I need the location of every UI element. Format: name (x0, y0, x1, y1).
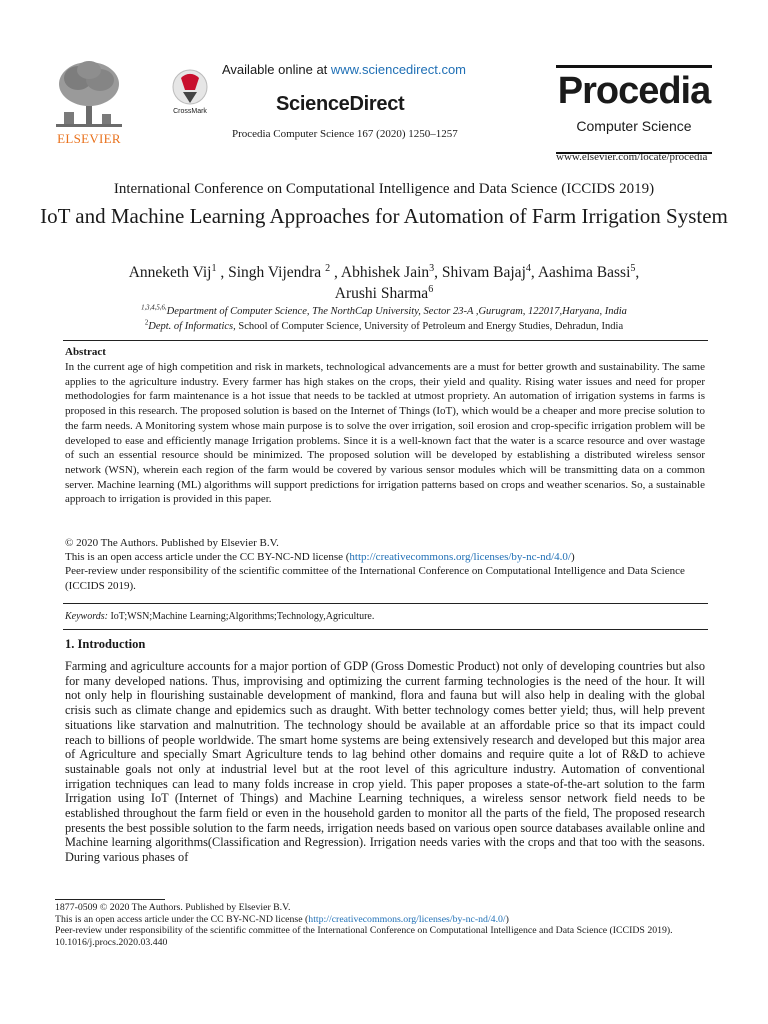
author-affiliation-mark: 4 (525, 262, 531, 274)
license-block (65, 536, 705, 593)
crossmark-icon (168, 68, 212, 108)
sciencedirect-wordmark: ScienceDirect (276, 93, 405, 115)
affiliation-2-dept: Dept. of Informatics, (148, 321, 236, 332)
journal-homepage-link[interactable]: www.elsevier.com/locate/procedia (556, 151, 708, 163)
available-online-line (222, 62, 466, 77)
author-affiliation-mark: 3 (429, 262, 435, 274)
available-online-prefix: Available online at (222, 62, 331, 77)
affiliation-2-mark: 2 (144, 319, 149, 327)
procedia-wordmark: Procedia (557, 70, 711, 112)
elsevier-wordmark: ELSEVIER (57, 131, 121, 146)
footer-open-access-line: This is an open access article under the CC BY-NC-ND license (http://creativecommons.org/licenses/by-nc-nd/4.0/) (55, 913, 509, 925)
author-name: Aashima Bassi (537, 264, 631, 281)
conference-name: International Conference on Computational Intelligence and Data Science (ICCIDS 2019) (113, 181, 655, 197)
footnote-rule (55, 899, 165, 900)
introduction-text: Farming and agriculture accounts for a major portion of GDP (Gross Domestic Product) not only of developing countries but also for many developed nations. Thus, improvising and optimizing the current farming technologies is the need of the hour. It will not only help in flourishing sustainable development of mankind, flora and fauna but will also help in dealing with the global crisis such as climate change and epidemics such as draught. With better technology comes better yield; thus, will help prevent situations like starvation and malnutrition. The technology should be available at an affordable price so that its impact could reach to billions of people worldwide. The smart home systems are being extensively research and developed but this major area of Agriculture and specially Smart Agriculture tends to lag behind other domains and require quite a lot of R&D to achieve sustainable goals not only at industrial level but at the root level of this agriculture industry. Automation of conventional irrigation techniques can lead to many folds increase in crop yield. This paper proposes a state-of-the-art solution to the farm Irrigation using IoT (Internet of Things) and Machine Learning techniques, a wireless sensor network field needs to be established throughout the farm field or even in the household garden to monitor all the parts of the field, The proposed research presents the best possible solution to the farm needs, irrigation needs based on various open source databases available online and Machine learning algorithms(Classification and Regression). Irrigation needs varies with the crops and that too with the seasons. During various phases of (65, 659, 705, 865)
procedia-logo (556, 65, 712, 154)
affiliation-2 (0, 321, 768, 332)
open-access-line: This is an open access article under the CC BY-NC-ND license (http://creativecommons.org/licenses/by-nc-nd/4.0/) (65, 551, 575, 564)
divider-intro (63, 629, 708, 630)
author-name: Abhishek Jain (340, 264, 430, 281)
keywords-line (65, 611, 374, 622)
keywords-text: IoT;WSN;Machine Learning;Algorithms;Technology,Agriculture. (107, 611, 375, 622)
paper-title: IoT and Machine Learning Approaches for Automation of Farm Irrigation System (40, 204, 728, 228)
abstract-heading: Abstract (65, 346, 106, 358)
affiliation-2-text: School of Computer Science, University of Petroleum and Energy Studies, Dehradun, India (235, 321, 624, 332)
author-list: Anneketh Vij$^1$ , Singh Vijendra $^2$ , Abhishek Jain$^3$, Shivam Bajaj$^4$, Aashima Bassi$^5$, Arushi Sharma$^6$ (128, 262, 640, 302)
copyright-line: © 2020 The Authors. Published by Elsevier B.V. (65, 537, 279, 549)
license-link[interactable]: http://creativecommons.org/licenses/by-nc-nd/4.0/ (349, 551, 571, 564)
issn-line: 1877-0509 © 2020 The Authors. Published by Elsevier B.V. (55, 902, 291, 913)
sciencedirect-link[interactable]: www.sciencedirect.com (330, 62, 467, 77)
author-name: Anneketh Vij (128, 264, 212, 281)
author-affiliation-mark: 6 (428, 283, 434, 295)
footer-peer-review: Peer-review under responsibility of the scientific committee of the International Conference on Computational Intelligence and Data Science (ICCIDS 2019). (55, 925, 673, 937)
author-affiliation-mark: 5 (630, 262, 636, 274)
author-name: Arushi Sharma (334, 285, 429, 302)
divider-top (63, 340, 708, 341)
crossmark-label: CrossMark (173, 108, 207, 115)
keywords-label: Keywords: (65, 611, 108, 622)
author-affiliation-mark: 2 (325, 262, 331, 274)
peer-review-line: Peer-review under responsibility of the scientific committee of the International Conference on Computational Intelligence and Data Science (ICCIDS 2019). (65, 565, 685, 592)
abstract-text: In the current age of high competition and risk in markets, technological advancements are a must for better growth and sustainability. The same applies to the agriculture industry. Every farmer has high stakes on the crops, their yield and quality. Rising water issues and need for proper methodologies for farm maintenance is a hot issue that needs to be tackled at utmost propriety. An automation of irrigation systems in farms is proposed in this research. The proposed solution is based on the Internet of Things (IoT), which would be a cheaper and more precise solution to the farm needs. A Monitoring system whose main purpose is to solve the over irrigation, soil erosion and crop-specific irrigation problem will be developed to ease and efficiently manage Irrigation problems. Since it is a well-known fact that the water is a scarce resource and over wastage of such an essential resource should be minimized. The proposed solution will be developed by establishing a distributed wireless sensor network (WSN), wherein each region of the farm would be covered by various sensor modules which will be transmitting data on a common server. Machine learning (ML) algorithms will support predictions for irrigation patterns based on crops and weather scenarios. So, a sustainable approach to irrigation is provided in this paper. (65, 361, 705, 506)
affiliation-1 (0, 306, 768, 317)
doi[interactable]: 10.1016/j.procs.2020.03.440 (55, 936, 168, 948)
introduction-heading: 1. Introduction (65, 637, 146, 651)
journal-reference: Procedia Computer Science 167 (2020) 1250–1257 (232, 128, 458, 140)
author-affiliation-mark: 1 (211, 262, 217, 274)
crossmark-badge[interactable] (168, 68, 212, 120)
affiliation-1-marks: 1,3,4,5,6, (141, 304, 167, 312)
elsevier-logo (50, 56, 128, 148)
footer-license-link[interactable]: http://creativecommons.org/licenses/by-nc-nd/4.0/ (308, 913, 506, 925)
author-name: Singh Vijendra (228, 264, 326, 281)
procedia-subtitle: Computer Science (576, 118, 692, 134)
page-footer (55, 902, 715, 948)
affiliation-1-text: Department of Computer Science, The NorthCap University, Sector 23-A ,Gurugram, 122017,Haryana, India (166, 306, 627, 317)
divider-keywords (63, 603, 708, 604)
author-name: Shivam Bajaj (441, 264, 526, 281)
